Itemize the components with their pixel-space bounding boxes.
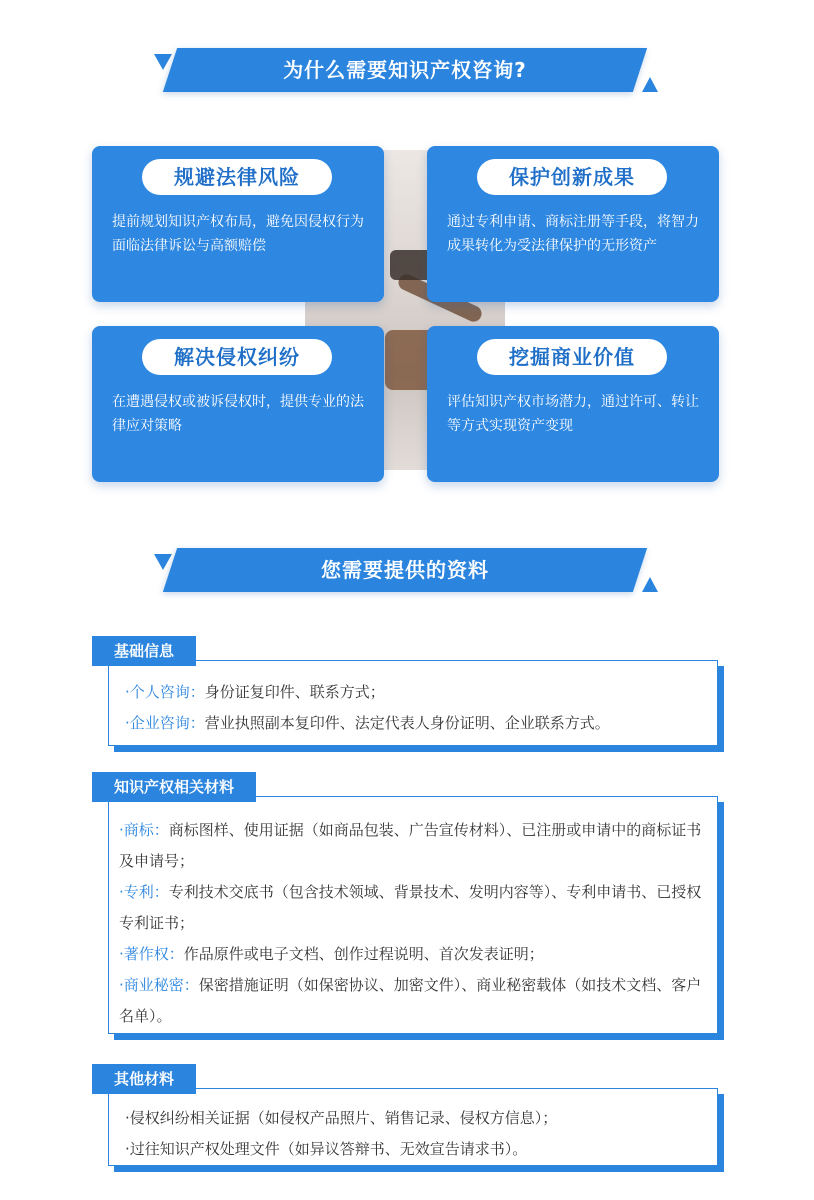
material-item-key: ·著作权： — [119, 945, 184, 963]
material-item: ·过往知识产权处理文件（如异议答辩书、无效宣告请求书）。 — [125, 1140, 528, 1158]
material-item-text: 专利技术交底书（包含技术领域、背景技术、发明内容等）、专利申请书、已授权专利证书； — [119, 883, 702, 932]
material-item-text: 营业执照副本复印件、法定代表人身份证明、企业联系方式。 — [204, 714, 610, 732]
material-item-key: ·商标： — [119, 821, 169, 839]
section-title: 为什么需要知识产权咨询? — [283, 58, 527, 82]
card-title: 保护创新成果 — [477, 159, 667, 195]
card-description: 评估知识产权市场潜力，通过许可、转让等方式实现资产变现 — [447, 394, 699, 434]
material-item: ·侵权纠纷相关证据（如侵权产品照片、销售记录、侵权方信息）； — [125, 1109, 558, 1127]
material-item-text: 保密措施证明（如保密协议、加密文件）、商业秘密载体（如技术文档、客户名单）。 — [119, 976, 702, 1025]
material-item — [125, 677, 717, 708]
material-item-text: 作品原件或电子文档、创作过程说明、首次发表证明； — [183, 945, 544, 963]
materials-box-basic — [108, 660, 718, 746]
material-item — [125, 708, 717, 739]
card-description: 在遭遇侵权或被诉侵权时，提供专业的法律应对策略 — [112, 394, 364, 434]
materials-tag: 基础信息 — [92, 636, 196, 666]
section-title: 您需要提供的资料 — [321, 558, 489, 582]
materials-box-ip — [108, 796, 718, 1034]
material-item — [119, 877, 707, 939]
card-description: 提前规划知识产权布局，避免因侵权行为面临法律诉讼与高额赔偿 — [112, 214, 364, 254]
section-title-banner — [150, 46, 660, 94]
materials-tag: 其他材料 — [92, 1064, 196, 1094]
material-item — [119, 939, 707, 970]
section-title-banner — [150, 546, 660, 594]
material-item-key: ·专利： — [119, 883, 169, 901]
material-item-text: 商标图样、使用证据（如商品包装、广告宣传材料）、已注册或申请中的商标证书及申请号； — [119, 821, 702, 870]
material-item — [119, 970, 707, 1032]
card-title: 挖掘商业价值 — [477, 339, 667, 375]
card-title: 解决侵权纠纷 — [142, 339, 332, 375]
card-description: 通过专利申请、商标注册等手段，将智力成果转化为受法律保护的无形资产 — [447, 214, 699, 254]
materials-tag: 知识产权相关材料 — [92, 772, 256, 802]
benefit-card — [427, 326, 719, 482]
benefit-card — [92, 326, 384, 482]
materials-box-other — [108, 1088, 718, 1166]
benefit-card — [427, 146, 719, 302]
card-title: 规避法律风险 — [142, 159, 332, 195]
material-item-key: ·企业咨询： — [125, 714, 205, 732]
benefit-card — [92, 146, 384, 302]
material-item-key: ·个人咨询： — [125, 683, 205, 701]
material-item-text: 身份证复印件、联系方式； — [204, 683, 385, 701]
material-item-key: ·商业秘密： — [119, 976, 199, 994]
material-item — [119, 815, 707, 877]
